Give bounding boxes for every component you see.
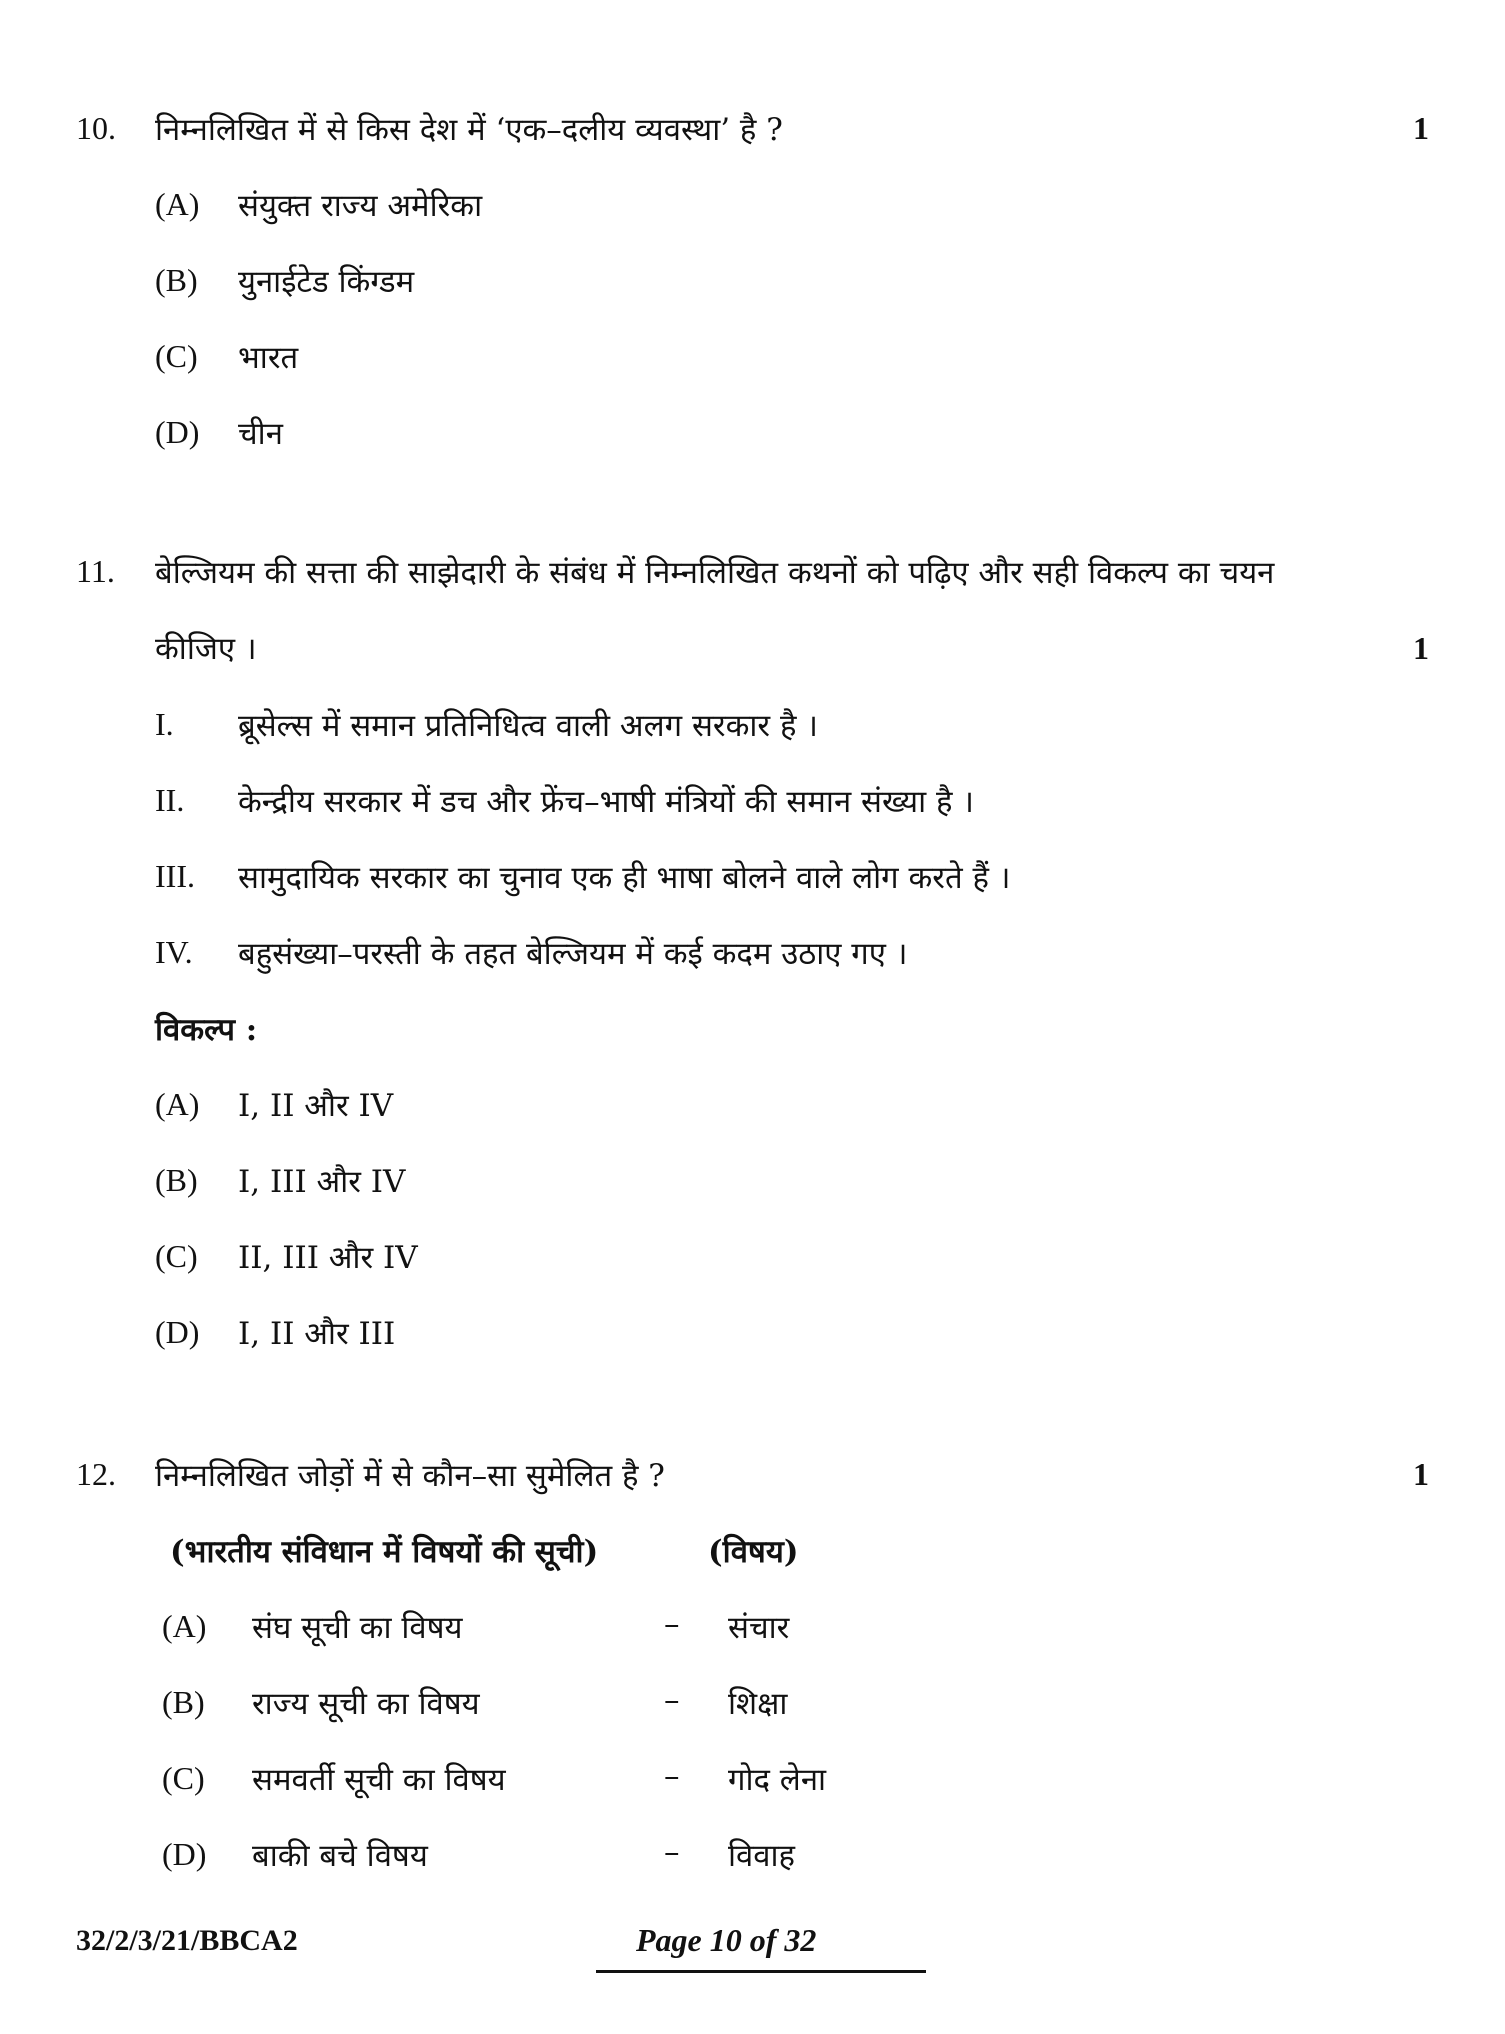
- option-text: युनाईटेड किंग्डम: [238, 264, 415, 300]
- statement-label: III.: [155, 858, 195, 894]
- pair-dash: –: [664, 1606, 680, 1642]
- pair-label: (D): [162, 1836, 207, 1872]
- pair-left: बाकी बचे विषय: [252, 1838, 428, 1874]
- pair-right: संचार: [728, 1610, 790, 1646]
- footer-underline: [596, 1970, 926, 1973]
- column-header-subject: (विषय): [708, 1534, 799, 1570]
- question-text: निम्नलिखित में से किस देश में ‘एक–दलीय व्यवस्था’ है ?: [155, 112, 783, 148]
- statement-text: ब्रूसेल्स में समान प्रतिनिधित्व वाली अलग सरकार है ।: [238, 708, 819, 744]
- question-number: 12.: [76, 1456, 116, 1492]
- option-label: (A): [155, 1086, 200, 1122]
- pair-left: राज्य सूची का विषय: [252, 1686, 480, 1722]
- pair-label: (B): [162, 1684, 205, 1720]
- paper-code: 32/2/3/21/BBCA2: [76, 1924, 298, 1957]
- option-text: भारत: [238, 340, 299, 376]
- column-header-list: (भारतीय संविधान में विषयों की सूची): [170, 1534, 599, 1570]
- option-label: (C): [155, 1238, 198, 1274]
- option-label: (D): [155, 414, 200, 450]
- question-number: 10.: [76, 110, 116, 146]
- pair-right: शिक्षा: [728, 1686, 788, 1722]
- option-text: I, II और IV: [238, 1088, 394, 1124]
- question-text: बेल्जियम की सत्ता की साझेदारी के संबंध में निम्नलिखित कथनों को पढ़िए और सही विकल्प का चयन: [155, 555, 1275, 591]
- pair-left: संघ सूची का विषय: [252, 1610, 463, 1646]
- statement-text: बहुसंख्या–परस्ती के तहत बेल्जियम में कई कदम उठाए गए ।: [238, 936, 908, 972]
- statement-label: II.: [155, 782, 185, 818]
- question-marks: 1: [1413, 630, 1429, 666]
- statement-label: I.: [155, 706, 174, 742]
- pair-label: (C): [162, 1760, 205, 1796]
- pair-dash: –: [664, 1682, 680, 1718]
- option-text: चीन: [238, 416, 283, 452]
- pair-right: गोद लेना: [728, 1762, 827, 1798]
- option-label: (A): [155, 186, 200, 222]
- options-heading: विकल्प :: [155, 1012, 258, 1048]
- pair-right: विवाह: [728, 1838, 795, 1874]
- question-number: 11.: [76, 553, 115, 589]
- question-text-continued: कीजिए ।: [155, 631, 257, 667]
- question-marks: 1: [1413, 110, 1429, 146]
- pair-dash: –: [664, 1834, 680, 1870]
- option-label: (D): [155, 1314, 200, 1350]
- statement-label: IV.: [155, 934, 193, 970]
- option-text: संयुक्त राज्य अमेरिका: [238, 188, 483, 224]
- pair-left: समवर्ती सूची का विषय: [252, 1762, 506, 1798]
- statement-text: केन्द्रीय सरकार में डच और फ्रेंच–भाषी मंत्रियों की समान संख्या है ।: [238, 784, 975, 820]
- option-text: I, II और III: [238, 1316, 396, 1352]
- statement-text: सामुदायिक सरकार का चुनाव एक ही भाषा बोलने वाले लोग करते हैं ।: [238, 860, 1011, 896]
- page-number: Page 10 of 32: [636, 1922, 817, 1958]
- pair-dash: –: [664, 1758, 680, 1794]
- option-text: I, III और IV: [238, 1164, 406, 1200]
- option-label: (C): [155, 338, 198, 374]
- question-text: निम्नलिखित जोड़ों में से कौन–सा सुमेलित है ?: [155, 1458, 665, 1494]
- option-label: (B): [155, 262, 198, 298]
- question-marks: 1: [1413, 1456, 1429, 1492]
- option-label: (B): [155, 1162, 198, 1198]
- pair-label: (A): [162, 1608, 207, 1644]
- option-text: II, III और IV: [238, 1240, 418, 1276]
